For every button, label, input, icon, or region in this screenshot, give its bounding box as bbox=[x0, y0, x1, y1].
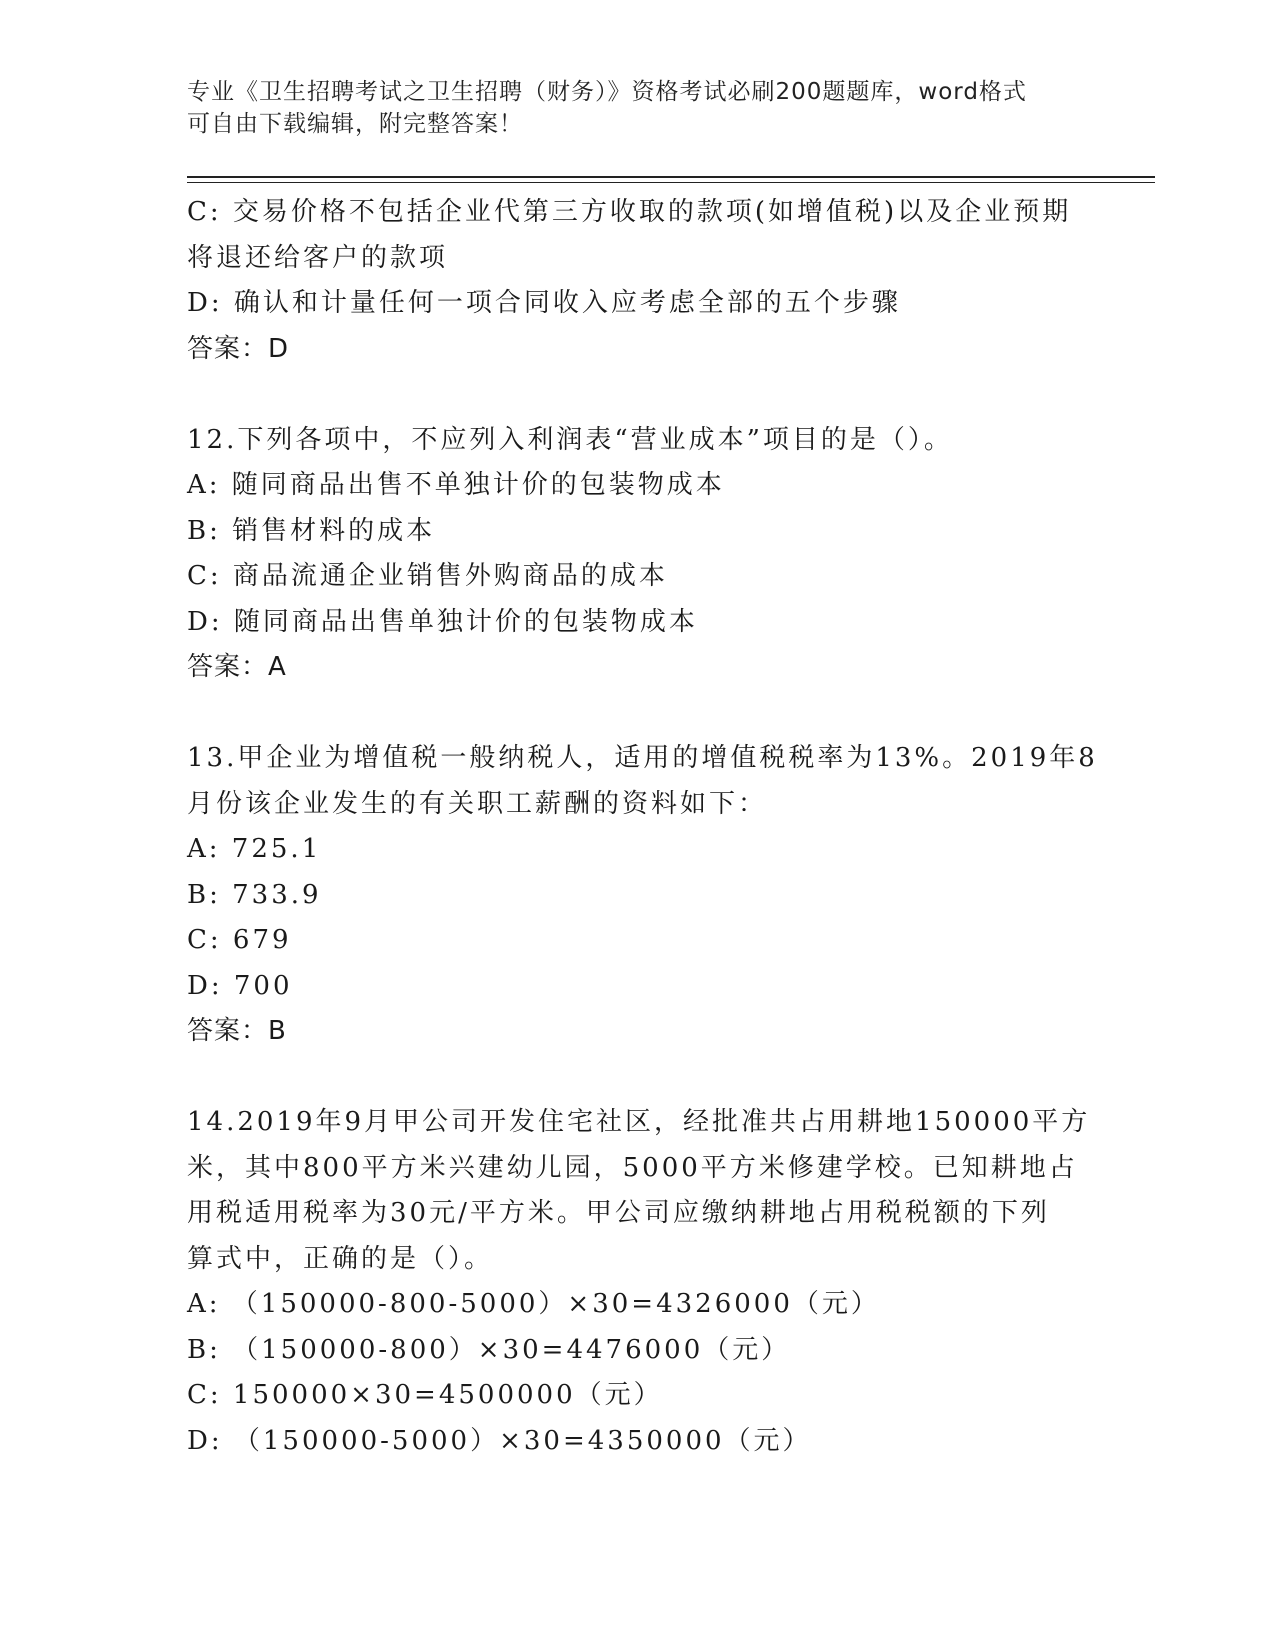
option-c: C: 商品流通企业销售外购商品的成本 bbox=[187, 561, 668, 591]
header-line-1: 专业《卫生招聘考试之卫生招聘（财务）》资格考试必刷200题题库，word格式 bbox=[187, 79, 1027, 105]
document-header bbox=[187, 76, 1087, 140]
answer-label: 答案：D bbox=[187, 333, 290, 364]
question-11 bbox=[187, 190, 1087, 372]
option-a: A: 随同商品出售不单独计价的包装物成本 bbox=[187, 470, 725, 500]
option-c: C: 679 bbox=[187, 925, 292, 955]
option-d: D: 确认和计量任何一项合同收入应考虑全部的五个步骤 bbox=[187, 288, 901, 318]
option-b: B: 733.9 bbox=[187, 879, 322, 910]
header-divider-thick bbox=[187, 176, 1155, 178]
option-b: B: 销售材料的成本 bbox=[187, 515, 436, 546]
question-stem: 12.下列各项中，不应列入利润表“营业成本”项目的是（）。 bbox=[187, 424, 953, 455]
question-13 bbox=[187, 736, 1098, 1055]
spacer bbox=[187, 1055, 1087, 1101]
option-c-line-2: 将退还给客户的款项 bbox=[187, 242, 449, 273]
question-stem-line-3: 用税适用税率为30元/平方米。甲公司应缴纳耕地占用税税额的下列 bbox=[187, 1198, 1050, 1228]
option-b: B: （150000-800）×30=4476000（元） bbox=[187, 1334, 791, 1365]
option-a: A: 725.1 bbox=[187, 834, 322, 864]
document-body bbox=[187, 190, 1098, 1464]
option-c: C: 150000×30=4500000（元） bbox=[187, 1380, 663, 1410]
spacer bbox=[187, 372, 1087, 418]
question-14 bbox=[187, 1100, 1091, 1464]
option-a: A: （150000-800-5000）×30=4326000（元） bbox=[187, 1289, 880, 1319]
option-d: D: 700 bbox=[187, 970, 293, 1001]
header-divider-thin bbox=[187, 182, 1155, 183]
option-d: D: 随同商品出售单独计价的包装物成本 bbox=[187, 606, 698, 637]
question-stem-line-2: 米，其中800平方米兴建幼儿园，5000平方米修建学校。已知耕地占 bbox=[187, 1152, 1078, 1183]
answer-label: 答案：A bbox=[187, 652, 287, 682]
question-stem-line-1: 14.2019年9月甲公司开发住宅社区，经批准共占用耕地150000平方 bbox=[187, 1107, 1091, 1137]
option-d: D: （150000-5000）×30=4350000（元） bbox=[187, 1425, 812, 1456]
question-12 bbox=[187, 418, 1087, 691]
question-stem-line-1: 13.甲企业为增值税一般纳税人，适用的增值税税率为13%。2019年8 bbox=[187, 743, 1098, 773]
option-c-line-1: C: 交易价格不包括企业代第三方收取的款项(如增值税)以及企业预期 bbox=[187, 197, 1072, 227]
header-line-2: 可自由下载编辑，附完整答案！ bbox=[187, 111, 523, 137]
answer-label: 答案：B bbox=[187, 1016, 287, 1046]
spacer bbox=[187, 691, 1087, 737]
question-stem-line-4: 算式中，正确的是（）。 bbox=[187, 1243, 494, 1274]
question-stem-line-2: 月份该企业发生的有关职工薪酬的资料如下： bbox=[187, 788, 768, 819]
